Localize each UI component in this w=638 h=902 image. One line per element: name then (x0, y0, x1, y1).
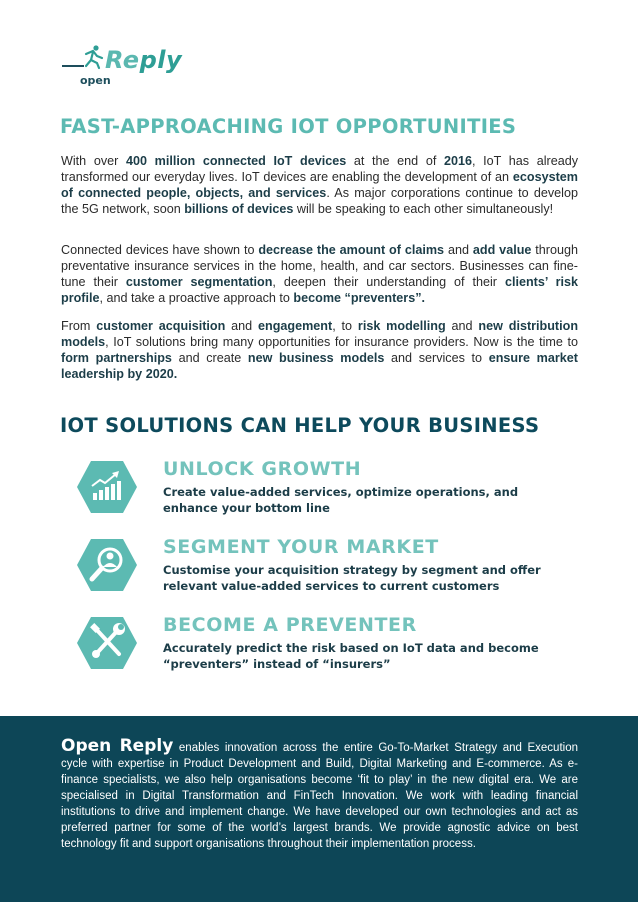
emphasis-text: customer acquisition (96, 319, 226, 333)
feature-description: Customise your acquisition strategy by segment and offer relevant value-added services to current customers (163, 563, 541, 593)
footer-brand: Open Reply (61, 736, 174, 756)
body-text: , and take a proactive approach to (99, 291, 294, 305)
emphasis-text: become “preventers”. (293, 291, 426, 305)
paragraph-opportunities (61, 318, 578, 382)
magnifier-person-icon (76, 538, 138, 592)
runner-icon (62, 44, 106, 70)
footer-body: enables innovation across the entire Go-To-Market Strategy and Execution cycle with expertise in Product Development and Build, Digital Marketing and E-commerce. As e-finance specialists, we also help organisations become ‘fit to play’ in the new digital era. We are specialised in Digital Transformation and FinTech Innovation. We work with leading financial institutions to drive and implement change. We have developed our own technologies and act as preferred partner for some of the world’s largest brands. We provide agnostic advice on best technology fit and support organisations throughout their implementation process. (61, 742, 578, 850)
feature-title: BECOME A PREVENTER (163, 614, 417, 636)
feature-description: Accurately predict the risk based on IoT data and become “preventers” instead of “insurers” (163, 641, 539, 671)
wrench-screwdriver-icon (76, 616, 138, 670)
paragraph-connected-devices (61, 242, 578, 306)
feature-title: UNLOCK GROWTH (163, 458, 362, 480)
emphasis-text: customer segmentation (125, 275, 273, 289)
feature-segment-market (76, 538, 596, 598)
section2-title: IOT SOLUTIONS CAN HELP YOUR BUSINESS (60, 414, 540, 437)
body-text: , to (332, 319, 358, 333)
feature-become-preventer (76, 616, 596, 676)
emphasis-text: 2016 (443, 154, 472, 168)
emphasis-text: billions of devices (184, 202, 294, 216)
emphasis-text: engagement (258, 319, 333, 333)
footer-text (61, 738, 578, 852)
feature-title: SEGMENT YOUR MARKET (163, 536, 439, 558)
growth-chart-icon (76, 460, 138, 514)
footer-band (0, 716, 638, 902)
body-text: at the end of (346, 154, 444, 168)
body-text: , IoT solutions bring many opportunities for insurance providers. Now is the time to (105, 335, 578, 349)
emphasis-text: clients’ risk profile (61, 275, 579, 305)
emphasis-text: decrease the amount of claims (258, 243, 445, 257)
emphasis-text: new business models (247, 351, 385, 365)
emphasis-text: new distribution models (61, 319, 579, 349)
open-reply-logo (62, 44, 192, 90)
body-text: . As major corporations continue to develop the 5G network, soon (61, 186, 578, 216)
body-text: and services to (384, 351, 489, 365)
emphasis-text: form partnerships (61, 351, 172, 365)
body-text: With over (61, 154, 126, 168)
paragraph-iot-devices (61, 153, 578, 217)
body-text: , deepen their understanding of their (272, 275, 505, 289)
emphasis-text: risk modelling (357, 319, 446, 333)
body-text: Connected devices have shown to (61, 243, 259, 257)
body-text: and (444, 243, 473, 257)
body-text: and (445, 319, 479, 333)
emphasis-text: 400 million connected IoT devices (125, 154, 347, 168)
body-text: will be speaking to each other simultaneously! (293, 202, 554, 216)
body-text: and create (171, 351, 248, 365)
feature-unlock-growth (76, 460, 596, 520)
body-text: and (225, 319, 259, 333)
body-text: From (61, 319, 97, 333)
feature-description: Create value-added services, optimize operations, and enhance your bottom line (163, 485, 519, 515)
emphasis-text: ensure market leadership by 2020. (61, 351, 578, 381)
section1-title: FAST-APPROACHING IOT OPPORTUNITIES (60, 115, 517, 138)
logo-brand: Reply (105, 46, 183, 74)
emphasis-text: add value (472, 243, 532, 257)
body-text: through preventative insurance services in the home, health, and car sectors. Businesses can fine-tune their (61, 243, 579, 289)
body-text: , IoT has already transformed our everyday lives. IoT devices are enabling the development of an (61, 154, 579, 184)
logo-subtitle: open (80, 74, 111, 87)
emphasis-text: ecosystem of connected people, objects, and services (61, 170, 578, 200)
